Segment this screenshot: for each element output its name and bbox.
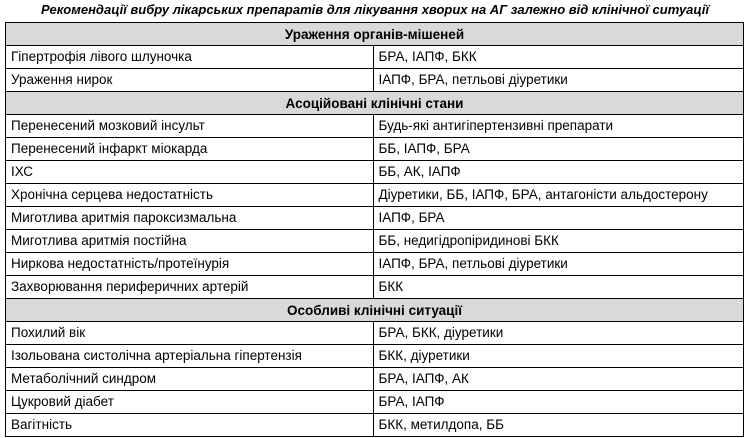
drugs-cell: БКК <box>374 276 745 298</box>
condition-cell: Гіпертрофія лівого шлуночка <box>6 46 374 68</box>
table-row <box>6 207 744 230</box>
drugs-cell: БРА, ІАПФ <box>374 391 745 413</box>
table-row <box>6 368 744 391</box>
condition-cell: Миготлива аритмія пароксизмальна <box>6 207 374 229</box>
drugs-cell: ББ, недигідропіридинові БКК <box>374 230 745 252</box>
condition-cell: Перенесений мозковий інсульт <box>6 115 374 137</box>
drugs-cell: ББ, АК, ІАПФ <box>374 161 745 183</box>
drugs-cell: ІАПФ, БРА, петльові діуретики <box>374 69 745 91</box>
condition-cell: Перенесений інфаркт міокарда <box>6 138 374 160</box>
table-row <box>6 345 744 368</box>
table-row <box>6 46 744 69</box>
condition-cell: Ізольована систолічна артеріальна гіпертензія <box>6 345 374 367</box>
section-header-associated-conditions: Асоційовані клінічні стани <box>6 92 744 115</box>
table-row <box>6 115 744 138</box>
table-row <box>6 414 744 437</box>
drugs-cell: БКК, діуретики <box>374 345 745 367</box>
drugs-cell: Будь-які антигіпертензивні препарати <box>374 115 745 137</box>
condition-cell: Миготлива аритмія постійна <box>6 230 374 252</box>
table-row <box>6 161 744 184</box>
condition-cell: Захворювання периферичних артерій <box>6 276 374 298</box>
table-row <box>6 276 744 299</box>
condition-cell: Цукровий діабет <box>6 391 374 413</box>
table-row <box>6 322 744 345</box>
drugs-cell: БКК, метилдопа, ББ <box>374 414 745 436</box>
table-title: Рекомендації вибру лікарських препаратів для лікування хворих на АГ залежно від клінічної ситуації <box>40 2 710 17</box>
section-header-target-organs: Ураження органів-мішеней <box>6 23 744 46</box>
drugs-cell: ББ, ІАПФ, БРА <box>374 138 745 160</box>
condition-cell: Ниркова недостатність/протеїнурія <box>6 253 374 275</box>
condition-cell: ІХС <box>6 161 374 183</box>
condition-cell: Хронічна серцева недостатність <box>6 184 374 206</box>
condition-cell: Похилий вік <box>6 322 374 344</box>
condition-cell: Метаболічний синдром <box>6 368 374 390</box>
table-row <box>6 184 744 207</box>
table-row <box>6 253 744 276</box>
drugs-cell: Діуретики, ББ, ІАПФ, БРА, антагоністи альдостерону <box>374 184 745 206</box>
condition-cell: Ураження нирок <box>6 69 374 91</box>
condition-cell: Вагітність <box>6 414 374 436</box>
drugs-cell: ІАПФ, БРА, петльові діуретики <box>374 253 745 275</box>
table-row <box>6 230 744 253</box>
section-header-special-situations: Особливі клінічні ситуації <box>6 299 744 322</box>
drugs-cell: БРА, ІАПФ, БКК <box>374 46 745 68</box>
drugs-cell: ІАПФ, БРА <box>374 207 745 229</box>
drugs-cell: БРА, ІАПФ, АК <box>374 368 745 390</box>
table-row <box>6 138 744 161</box>
table-row <box>6 69 744 92</box>
drugs-cell: БРА, БКК, діуретики <box>374 322 745 344</box>
recommendations-table <box>5 22 744 437</box>
table-row <box>6 391 744 414</box>
